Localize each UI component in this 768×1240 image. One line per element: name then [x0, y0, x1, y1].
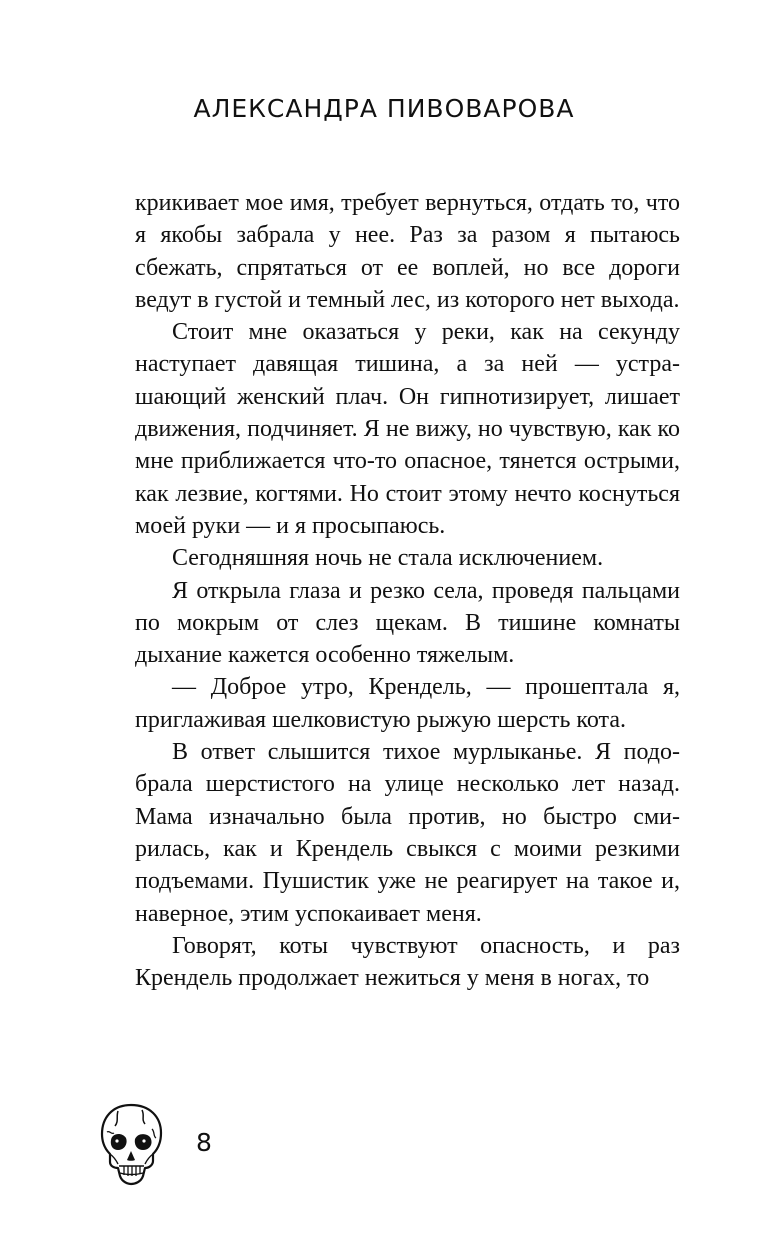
skull-icon	[98, 1102, 164, 1187]
paragraph: В ответ слышится тихое мурлыканье. Я подобрала шерстистого на улице несколько лет назад. Мама изначально была против, но быстро смирилась, как и Крендель свыкся с моими резкими подъемами. Пушистик уже не реагирует на такое и, наверное, этим успокаивает меня.	[135, 739, 680, 927]
paragraph: Говорят, коты чувствуют опасность, и раз Крендель продолжает нежиться у меня в ногах, то	[135, 932, 680, 992]
paragraph: Сегодняшняя ночь не стала исключением.	[172, 545, 604, 572]
paragraph: Я открыла глаза и резко села, проведя пальцами по мокрым от слез щекам. В тишине комнаты дыхание кажется особенно тяжелым.	[135, 577, 680, 669]
running-header: АЛЕКСАНДРА ПИВОВАРОВА	[193, 94, 575, 123]
body-text	[135, 187, 680, 994]
paragraph: крикивает мое имя, требует вернуться, отдать то, что я якобы забрала у нее. Раз за разом я пытаюсь сбежать, спрятаться от ее воплей, но все дороги ведут в густой и темный лес, из которого нет выхода.	[135, 190, 680, 313]
paragraph: Стоит мне оказаться у реки, как на секунду наступает давящая тишина, а за ней — устрашающий женский плач. Он гипнотизирует, лишает движения, подчиняет. Я не вижу, но чувствую, как ко мне приближается что-то опасное, тянется острыми, как лезвие, когтями. Но стоит этому нечто коснуться моей руки — и я просыпаюсь.	[135, 319, 680, 539]
page-number: 8	[196, 1128, 212, 1157]
paragraph: — Доброе утро, Крендель, — прошептала я, приглаживая шелковистую рыжую шерсть кота.	[135, 674, 680, 733]
